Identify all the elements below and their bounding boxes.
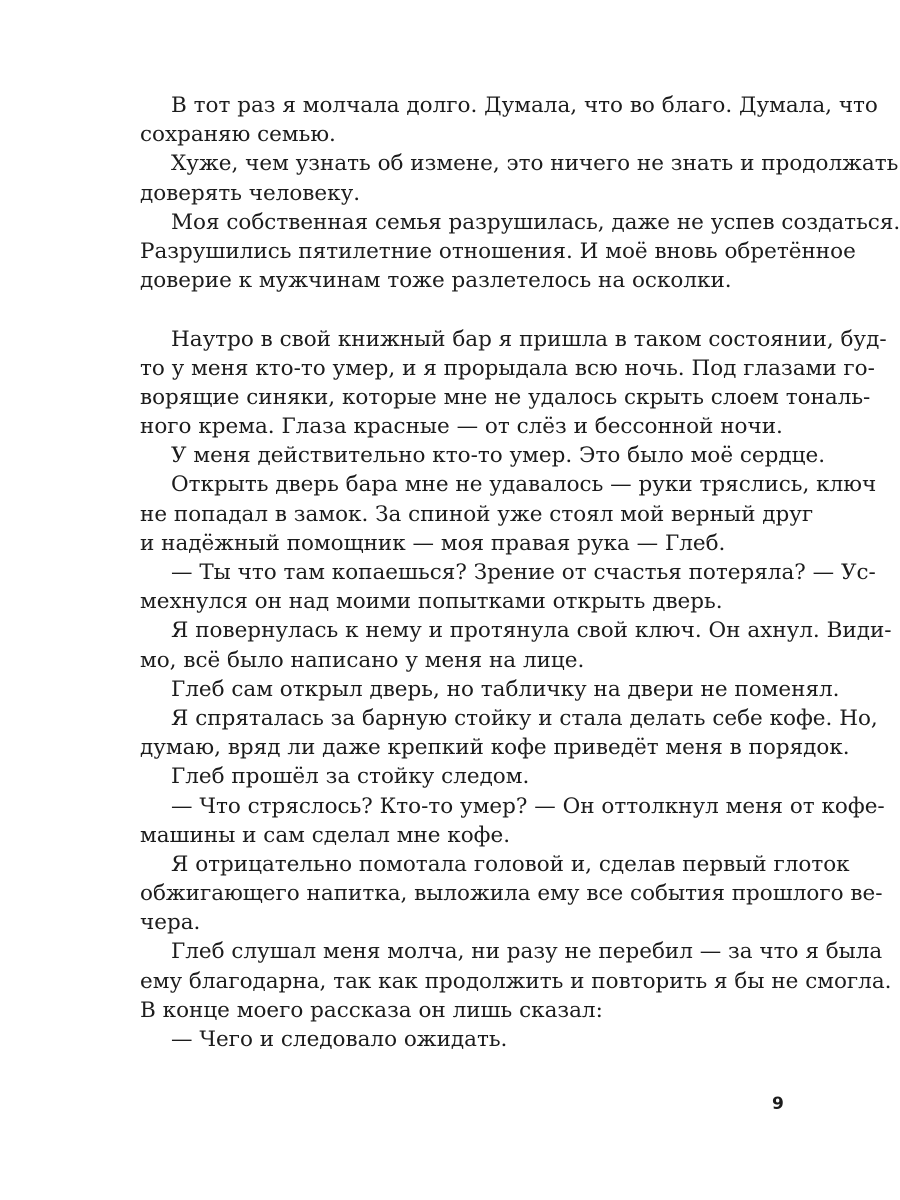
paragraph bbox=[140, 762, 790, 791]
body-text bbox=[140, 91, 900, 1054]
text-line: Открыть дверь бара мне не удавалось — руки тряслись, ключ bbox=[171, 472, 877, 498]
text-line: Хуже, чем узнать об измене, это ничего не знать и продолжать bbox=[171, 151, 899, 177]
text-line: то у меня кто-то умер, и я прорыдала всю ночь. Под глазами го- bbox=[140, 355, 875, 381]
text-line: ворящие синяки, которые мне не удалось скрыть слоем тональ- bbox=[140, 384, 871, 410]
paragraph bbox=[140, 558, 876, 616]
page-number: 9 bbox=[772, 1094, 784, 1114]
text-line: не попадал в замок. За спиной уже стоял мой верный друг bbox=[140, 501, 814, 527]
text-line: Я повернулась к нему и протянула свой ключ. Он ахнул. Види- bbox=[171, 618, 892, 644]
text-line: В тот раз я молчала долго. Думала, что во благо. Думала, что bbox=[171, 93, 878, 118]
text-line: У меня действительно кто-то умер. Это было моё сердце. bbox=[171, 443, 826, 469]
paragraph bbox=[140, 675, 840, 704]
section-break bbox=[140, 295, 790, 324]
paragraph bbox=[140, 91, 878, 149]
text-line: В конце моего рассказа он лишь сказал: bbox=[140, 997, 603, 1023]
paragraph bbox=[140, 1025, 790, 1054]
paragraph bbox=[140, 208, 900, 296]
paragraph bbox=[140, 325, 887, 442]
text-line: Разрушились пятилетние отношения. И моё вновь обретённое bbox=[140, 238, 856, 264]
text-line: — Чего и следовало ожидать. bbox=[171, 1027, 508, 1052]
paragraph bbox=[140, 850, 883, 938]
text-line: — Ты что там копаешься? Зрение от счастья потеряла? — Ус- bbox=[171, 560, 876, 585]
paragraph bbox=[140, 704, 878, 762]
text-line: доверять человеку. bbox=[140, 180, 361, 206]
text-line: Моя собственная семья разрушилась, даже не успев создаться. bbox=[171, 209, 900, 235]
text-line: чера. bbox=[140, 910, 201, 936]
text-line: Глеб слушал меня молча, ни разу не перебил — за что я была bbox=[171, 939, 883, 965]
text-line: Глеб сам открыл дверь, но табличку на двери не поменял. bbox=[171, 676, 840, 702]
text-line: Наутро в свой книжный бар я пришла в таком состоянии, буд- bbox=[171, 326, 887, 352]
paragraph bbox=[140, 149, 899, 207]
text-line: доверие к мужчинам тоже разлетелось на осколки. bbox=[140, 268, 732, 294]
text-line: и надёжный помощник — моя правая рука — Глеб. bbox=[140, 530, 726, 556]
text-line: думаю, вряд ли даже крепкий кофе приведёт меня в порядок. bbox=[140, 735, 850, 761]
text-line: Я спряталась за барную стойку и стала делать себе кофе. Но, bbox=[171, 705, 878, 731]
text-line: мо, всё было написано у меня на лице. bbox=[140, 647, 585, 673]
paragraph bbox=[140, 441, 826, 470]
text-line: ему благодарна, так как продолжить и повторить я бы не смогла. bbox=[140, 968, 892, 994]
text-line: обжигающего напитка, выложила ему все события прошлого ве- bbox=[140, 881, 883, 907]
paragraph bbox=[140, 792, 885, 850]
text-line: ного крема. Глаза красные — от слёз и бессонной ночи. bbox=[140, 414, 783, 440]
text-line: машины и сам сделал мне кофе. bbox=[140, 822, 511, 848]
paragraph bbox=[140, 470, 877, 558]
text-line: Глеб прошёл за стойку следом. bbox=[171, 764, 530, 790]
paragraph bbox=[140, 616, 892, 674]
text-line: — Что стряслось? Кто-то умер? — Он оттолкнул меня от кофе- bbox=[171, 793, 885, 819]
text-line: Я отрицательно помотала головой и, сделав первый глоток bbox=[171, 851, 850, 877]
text-line: мехнулся он над моими попытками открыть дверь. bbox=[140, 589, 723, 615]
paragraph bbox=[140, 937, 892, 1025]
text-line: сохраняю семью. bbox=[140, 122, 336, 148]
